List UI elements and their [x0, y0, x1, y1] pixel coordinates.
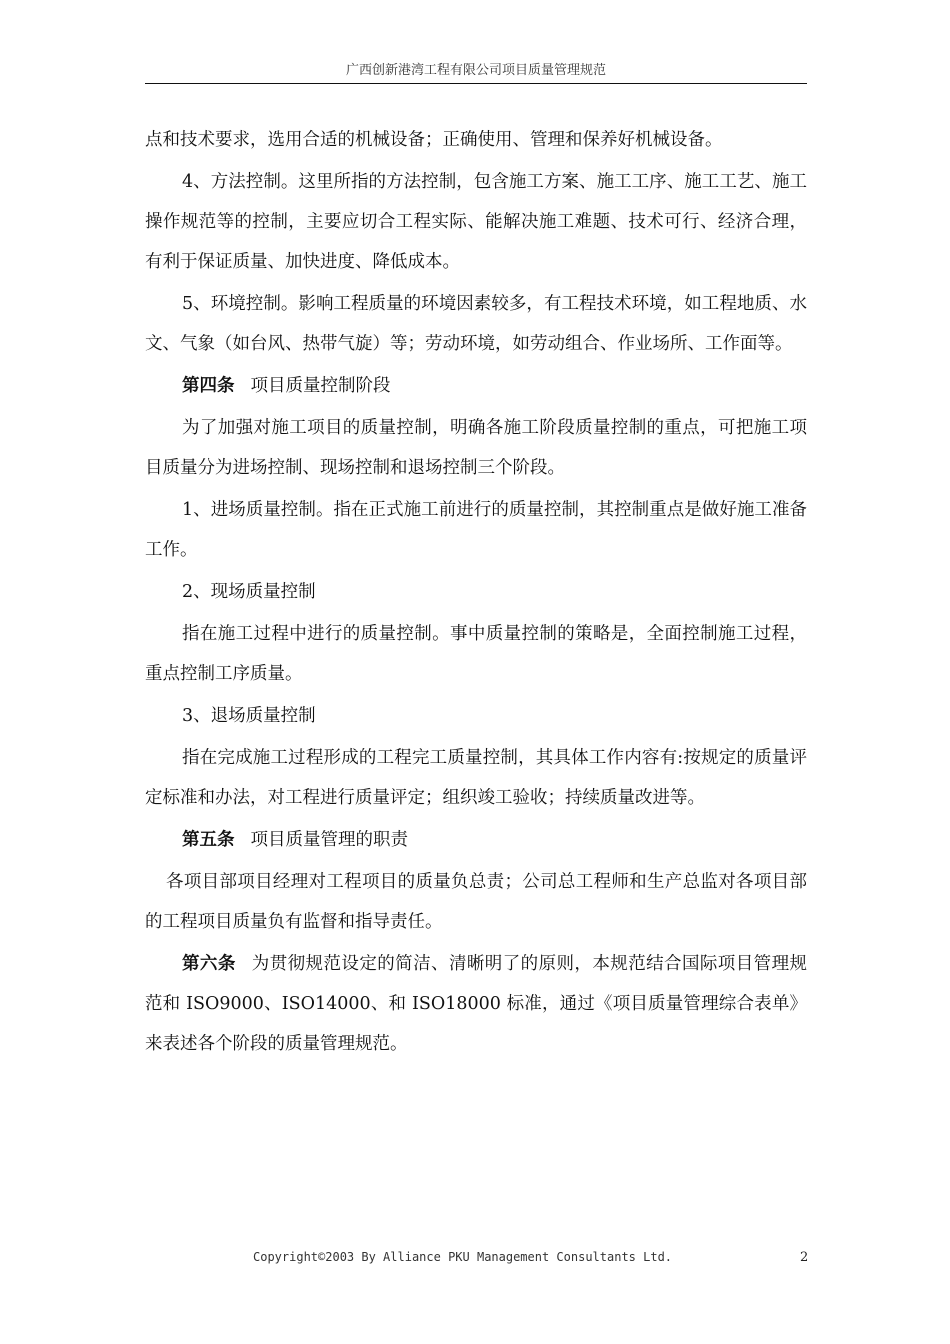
footer-copyright: Copyright©2003 By Alliance PKU Management Consultants Ltd.: [253, 1250, 673, 1264]
subheading: 3、退场质量控制: [182, 706, 316, 726]
paragraph: 4、方法控制。这里所指的方法控制，包含施工方案、施工工序、施工工艺、施工操作规范等的控制，主要应切合工程实际、能解决施工难题、技术可行、经济合理，有利于保证质量、加快进度、降低成本。: [145, 172, 807, 272]
paragraph: 5、环境控制。影响工程质量的环境因素较多，有工程技术环境，如工程地质、水文、气象（如台风、热带气旋）等；劳动环境，如劳动组合、作业场所、工作面等。: [145, 294, 807, 354]
article-number: 第四条: [182, 376, 235, 396]
paragraph: 指在施工过程中进行的质量控制。事中质量控制的策略是，全面控制施工过程，重点控制工序质量。: [145, 624, 807, 684]
paragraph: 1、进场质量控制。指在正式施工前进行的质量控制，其控制重点是做好施工准备工作。: [145, 500, 807, 560]
article-number: 第五条: [182, 830, 235, 850]
article-title: 项目质量控制阶段: [250, 376, 391, 396]
article-heading: [145, 366, 807, 406]
article-paragraph: [145, 944, 807, 1064]
paragraph: 为了加强对施工项目的质量控制，明确各施工阶段质量控制的重点，可把施工项目质量分为进场控制、现场控制和退场控制三个阶段。: [145, 418, 807, 478]
header-divider: [145, 83, 807, 84]
page-number: 2: [800, 1250, 809, 1265]
paragraph: 点和技术要求，选用合适的机械设备；正确使用、管理和保养好机械设备。: [145, 130, 723, 150]
document-body: [145, 120, 807, 1066]
subheading: 2、现场质量控制: [182, 582, 316, 602]
paragraph: 指在完成施工过程形成的工程完工质量控制，其具体工作内容有:按规定的质量评定标准和办法，对工程进行质量评定；组织竣工验收；持续质量改进等。: [145, 748, 807, 808]
article-title: 项目质量管理的职责: [250, 830, 408, 850]
article-text: 为贯彻规范设定的简洁、清晰明了的原则，本规范结合国际项目管理规范和 ISO9000、ISO14000、和 ISO18000 标准，通过《项目质量管理综合表单》来表述各个阶段的质量管理规范。: [145, 954, 808, 1054]
paragraph: 各项目部项目经理对工程项目的质量负总责；公司总工程师和生产总监对各项目部的工程项目质量负有监督和指导责任。: [145, 872, 807, 932]
page-header: 广西创新港湾工程有限公司项目质量管理规范: [345, 63, 606, 78]
article-heading: [145, 820, 807, 860]
article-number: 第六条: [182, 954, 236, 974]
